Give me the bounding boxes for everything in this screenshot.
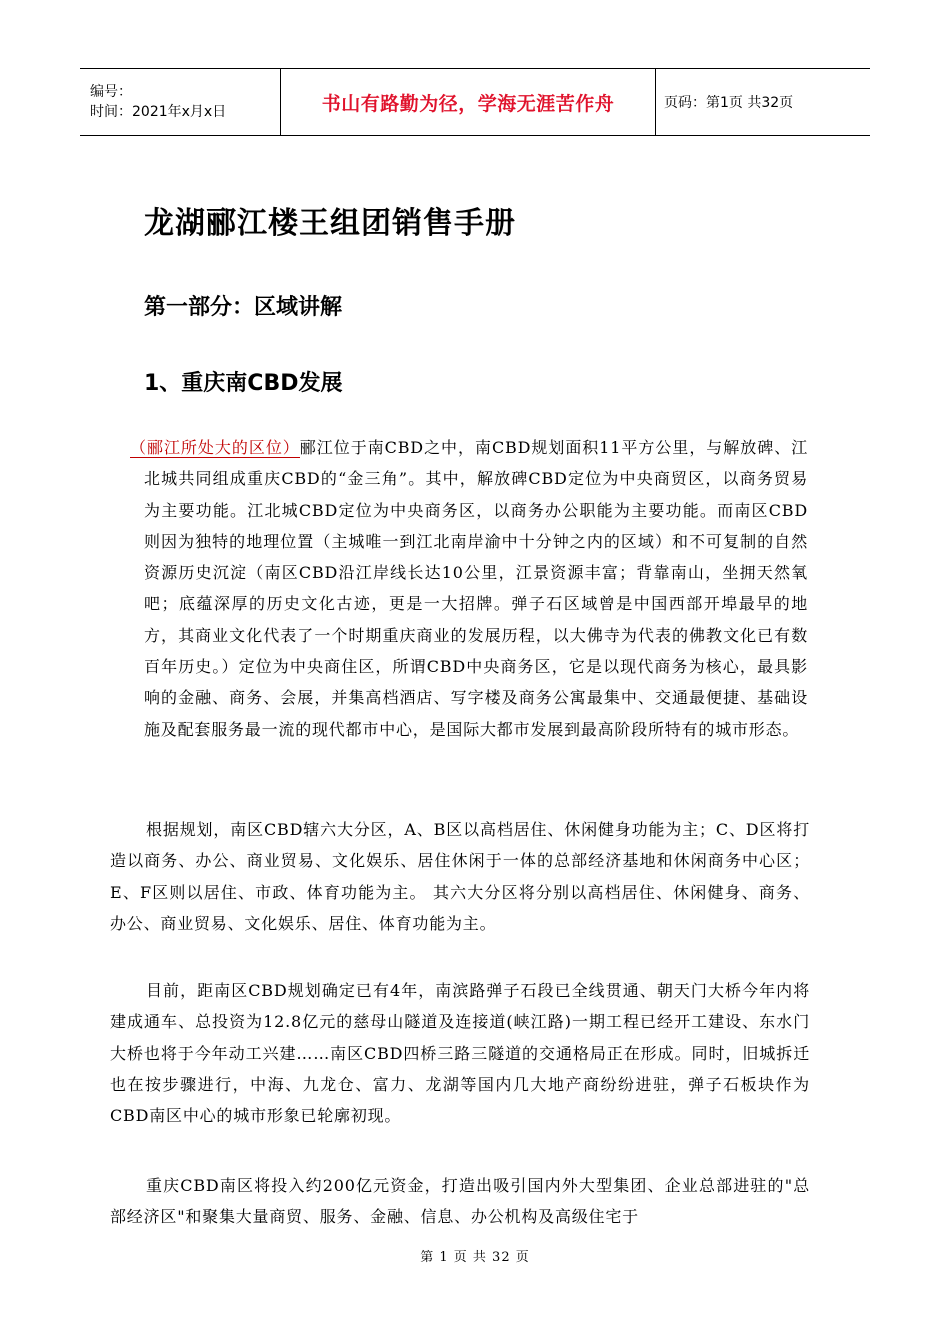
header-motto: 书山有路勤为径，学海无涯苦作舟 bbox=[281, 69, 656, 135]
paragraph-planning: 根据规划，南区CBD辖六大分区，A、B区以高档居住、休闲健身功能为主；C、D区将打造以商务、办公、商业贸易、文化娱乐、居住休闲于一体的总部经济基地和休闲商务中心区；E、F区则以居住、市政、体育功能为主。 其六大分区将分别以高档居住、休闲健身、商务、办公、商业贸易、文化娱乐、居住、体育功能为主。 bbox=[110, 820, 810, 933]
header-meta bbox=[80, 69, 281, 135]
document-date: 时间：2021年x月x日 bbox=[90, 104, 227, 120]
header-table bbox=[80, 68, 870, 136]
paragraph-location bbox=[130, 432, 808, 745]
paragraph-location-text: 郦江位于南CBD之中，南CBD规划面积11平方公里，与解放碑、江北城共同组成重庆CBD的“金三角”。其中，解放碑CBD定位为中央商贸区，以商务贸易为主要功能。江北城CBD定位为中央商务区，以商务办公职能为主要功能。而南区CBD则因为独特的地理位置（主城唯一到江北南岸渝中十分钟之内的区域）和不可复制的自然资源历史沉淀（南区CBD沿江岸线长达10公里，江景资源丰富；背靠南山，坐拥天然氧吧；底蕴深厚的历史文化古迹，更是一大招牌。弹子石区域曾是中国西部开埠最早的地方，其商业文化代表了一个时期重庆商业的发展历程，以大佛寺为代表的佛教文化已有数百年历史。）定位为中央商住区，所谓CBD中央商务区，它是以现代商务为核心，最具影响的金融、商务、会展，并集高档酒店、写字楼及商务公寓最集中、交通最便捷、基础设施及配套服务最一流的现代都市中心，是国际大都市发展到最高阶段所特有的城市形态。 bbox=[144, 438, 808, 739]
header-page-info: 页码：第1页 共32页 bbox=[664, 95, 794, 111]
document-number-label: 编号： bbox=[90, 84, 132, 100]
part-title: 第一部分：区域讲解 bbox=[144, 295, 343, 320]
page-footer: 第 1 页 共 32 页 bbox=[420, 1250, 530, 1265]
location-tag: （郦江所处大的区位） bbox=[130, 438, 300, 457]
paragraph-investment: 重庆CBD南区将投入约200亿元资金，打造出吸引国内外大型集团、企业总部进驻的"总部经济区"和聚集大量商贸、服务、金融、信息、办公机构及高级住宅于 bbox=[110, 1176, 810, 1227]
section-title: 1、重庆南CBD发展 bbox=[144, 371, 343, 396]
document-title: 龙湖郦江楼王组团销售手册 bbox=[144, 206, 516, 241]
paragraph-progress: 目前，距南区CBD规划确定已有4年，南滨路弹子石段已全线贯通、朝天门大桥今年内将建成通车、总投资为12.8亿元的慈母山隧道及连接道(峡江路)一期工程已经开工建设、东水门大桥也将于今年动工兴建……南区CBD四桥三路三隧道的交通格局正在形成。同时，旧城拆迁也在按步骤进行，中海、九龙仓、富力、龙湖等国内几大地产商纷纷进驻，弹子石板块作为CBD南区中心的城市形象已轮廓初现。 bbox=[110, 981, 810, 1126]
